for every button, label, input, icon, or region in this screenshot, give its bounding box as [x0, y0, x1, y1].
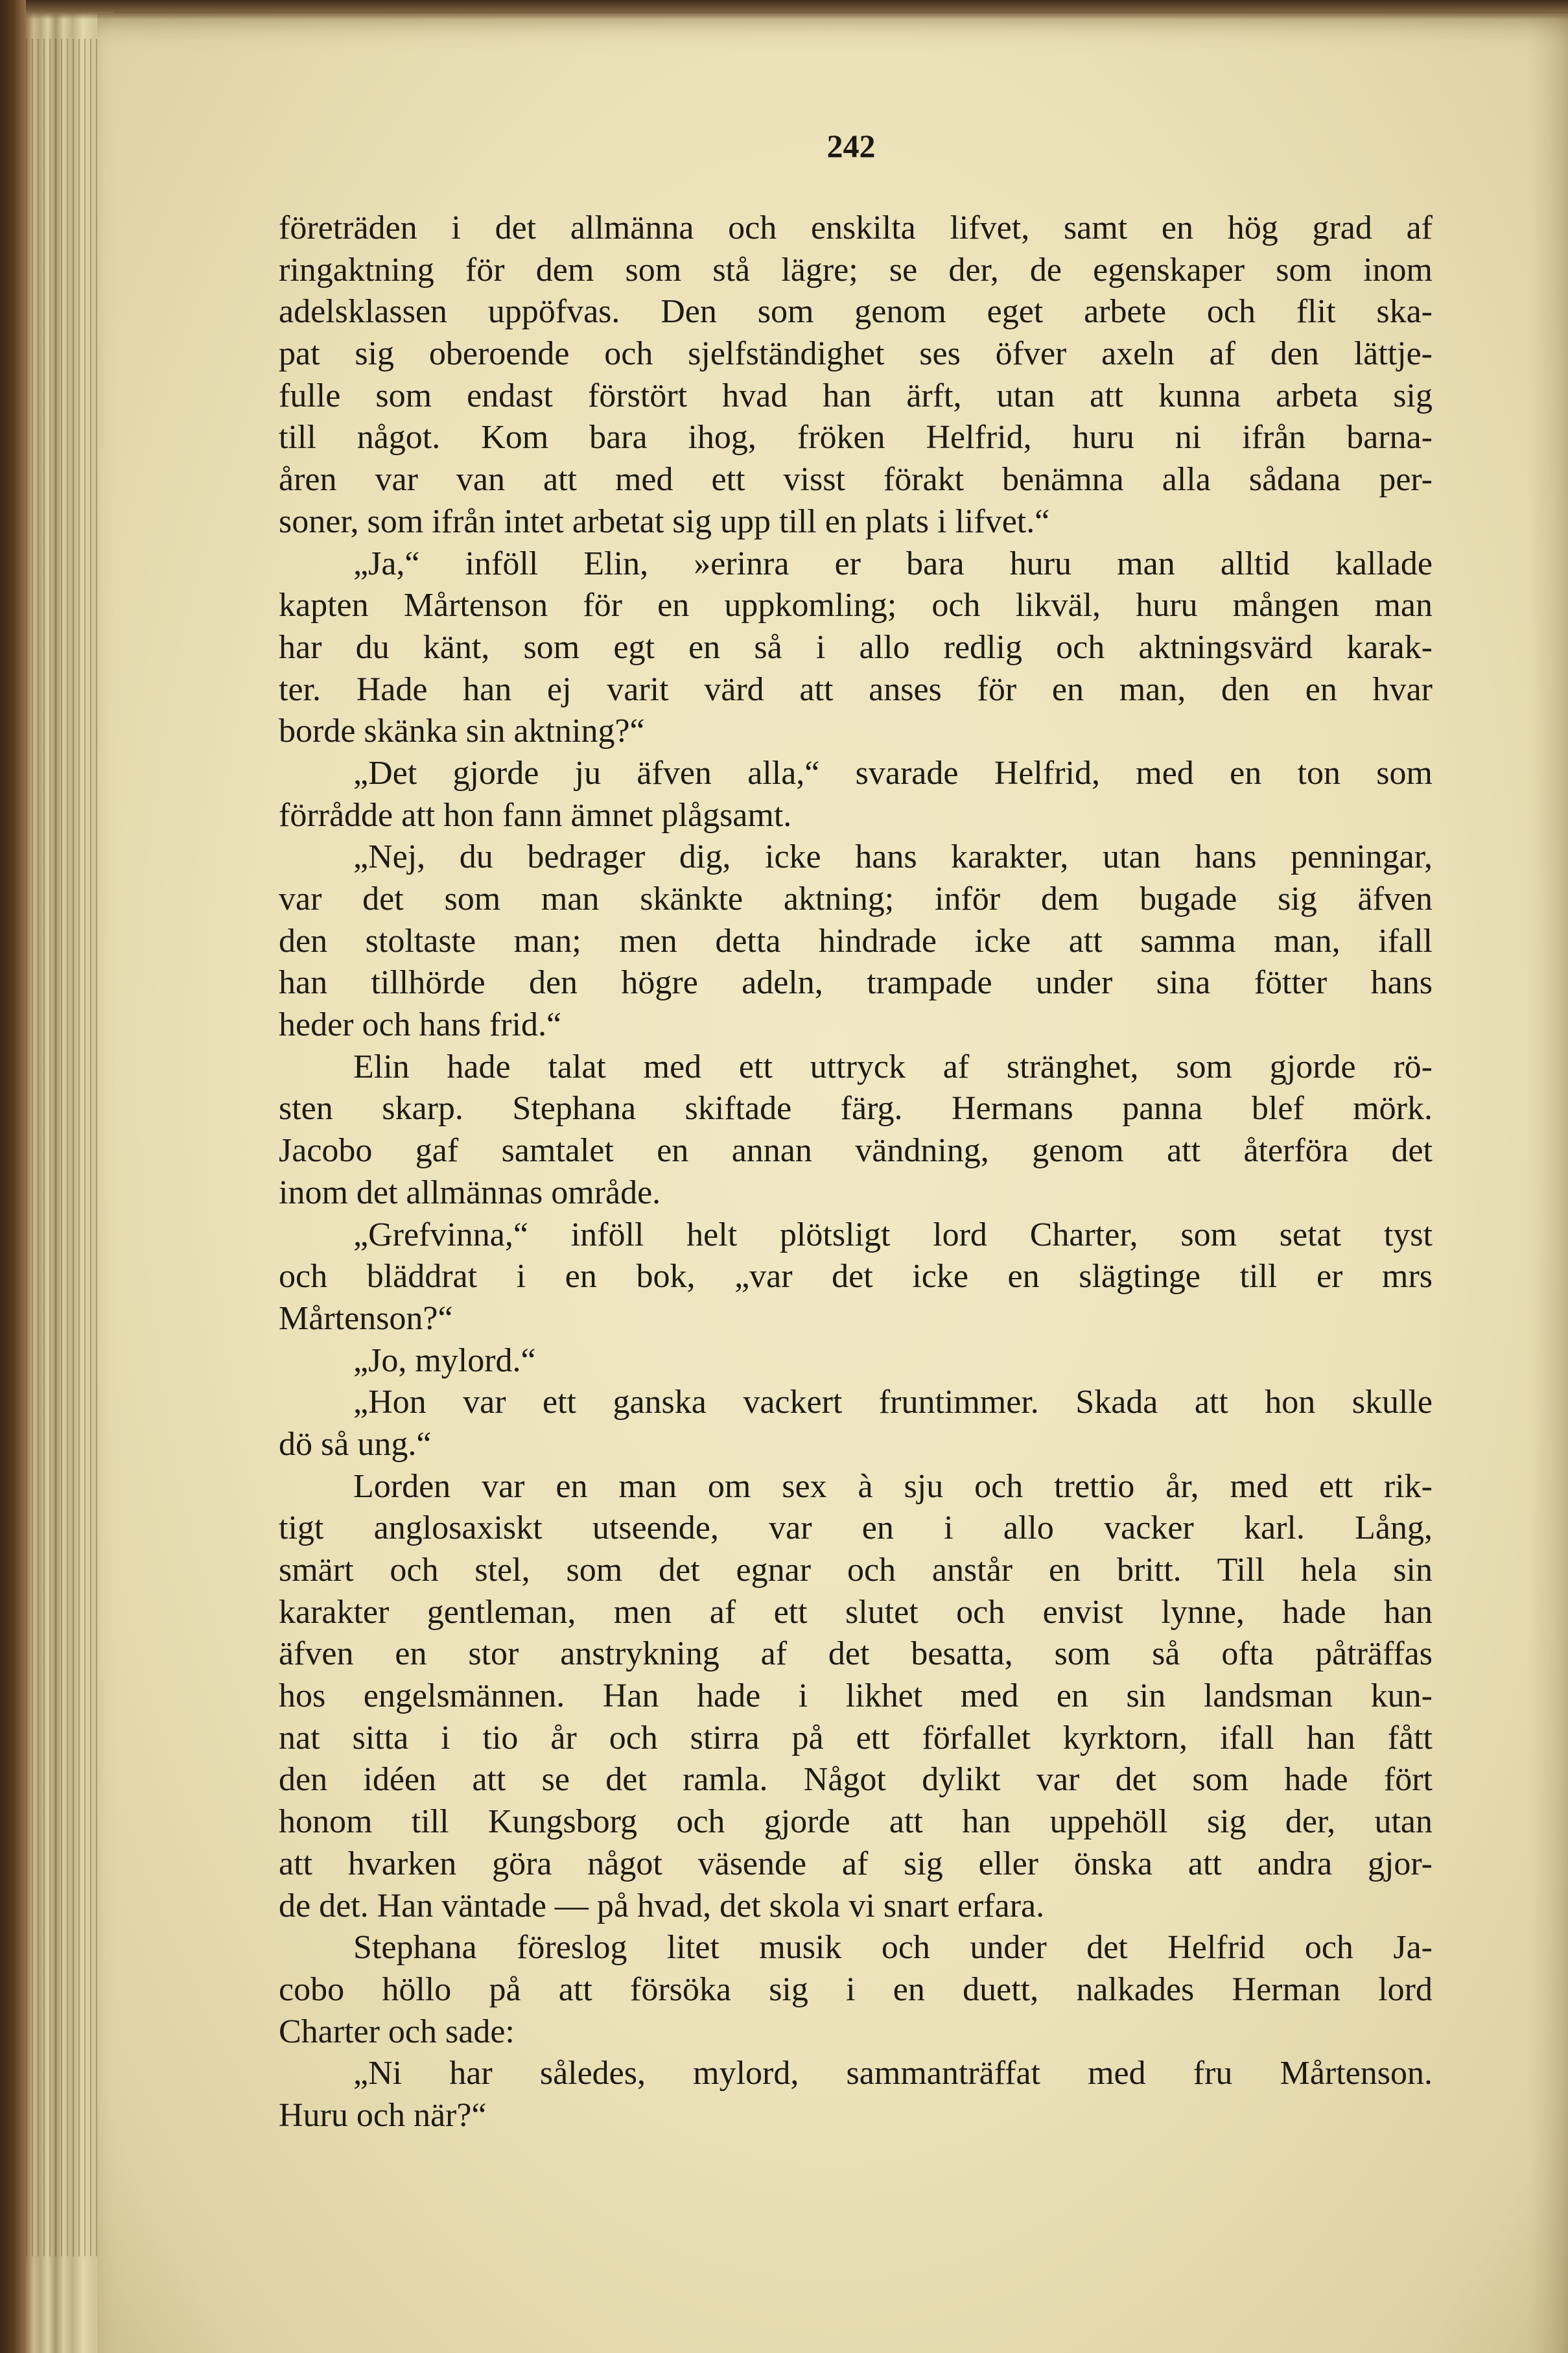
text-line: kapten Mårtenson för en uppkomling; och likväl, huru mången man	[279, 587, 1433, 624]
text-line: „Grefvinna,“ inföll helt plötsligt lord Charter, som setat tyst	[353, 1216, 1433, 1253]
text-line: cobo höllo på att försöka sig i en duett, nalkades Herman lord	[279, 1970, 1433, 2008]
text-line: Stephana föreslog litet musik och under det Helfrid och Ja-	[353, 1929, 1433, 1967]
text-line: sten skarp. Stephana skiftade färg. Hermans panna blef mörk.	[279, 1090, 1433, 1128]
text-line: han tillhörde den högre adeln, trampade under sina fötter hans	[279, 964, 1433, 1002]
text-line: karakter gentleman, men af ett slutet och envist lynne, hade han	[279, 1593, 1433, 1631]
text-line: den stoltaste man; men detta hindrade icke att samma man, ifall	[279, 922, 1433, 960]
text-line: adelsklassen uppöfvas. Den som genom eget arbete och flit ska-	[279, 293, 1433, 331]
text-line: äfven en stor anstrykning af det besatta, som så ofta påträffas	[279, 1635, 1433, 1673]
text-line: „Jo, mylord.“	[353, 1342, 536, 1379]
text-line: „Ja,“ inföll Elin, »erinra er bara huru man alltid kallade	[353, 545, 1433, 582]
text-line: soner, som ifrån intet arbetat sig upp till en plats i lifvet.“	[279, 503, 1050, 540]
text-line: nat sitta i tio år och stirra på ett förfallet kyrktorn, ifall han fått	[279, 1719, 1433, 1756]
text-line: åren var van att med ett visst förakt benämna alla sådana per-	[279, 461, 1433, 499]
text-line: Elin hade talat med ett uttryck af stränghet, som gjorde rö-	[353, 1048, 1433, 1085]
text-line: fulle som endast förstört hvad han ärft, utan att kunna arbeta sig	[279, 377, 1433, 414]
text-line: och bläddrat i en bok, „var det icke en slägtinge till er mrs	[279, 1258, 1433, 1295]
body-text	[279, 207, 1433, 2137]
text-line: hos engelsmännen. Han hade i likhet med en sin landsman kun-	[279, 1677, 1433, 1715]
text-line: borde skänka sin aktning?“	[279, 713, 645, 750]
text-line: „Hon var ett ganska vackert fruntimmer. Skada att hon skulle	[353, 1384, 1433, 1421]
text-line: pat sig oberoende och sjelfständighet ses öfver axeln af den lättje-	[279, 335, 1433, 373]
text-line: ringaktning för dem som stå lägre; se der, de egenskaper som inom	[279, 251, 1433, 289]
text-line: den idéen att se det ramla. Något dylikt var det som hade fört	[279, 1761, 1433, 1799]
text-line: smärt och stel, som det egnar och anstår en britt. Till hela sin	[279, 1552, 1433, 1589]
text-line: Charter och sade:	[279, 2013, 515, 2050]
text-line: Jacobo gaf samtalet en annan vändning, genom att återföra det	[279, 1132, 1433, 1170]
page-number: 242	[826, 128, 876, 164]
text-line: har du känt, som egt en så i allo redlig och aktningsvärd karak-	[279, 628, 1433, 666]
text-line: företräden i det allmänna och enskilta lifvet, samt en hög grad af	[279, 209, 1433, 246]
text-line: dö så ung.“	[279, 1425, 432, 1463]
text-line: „Nej, du bedrager dig, icke hans karakter, utan hans penningar,	[353, 838, 1433, 876]
text-line: till något. Kom bara ihog, fröken Helfrid, huru ni ifrån barna-	[279, 419, 1433, 456]
text-line: tigt anglosaxiskt utseende, var en i allo vacker karl. Lång,	[279, 1509, 1433, 1547]
text-line: de det. Han väntade — på hvad, det skola vi snart erfara.	[279, 1887, 1045, 1924]
text-line: förrådde att hon fann ämnet plågsamt.	[279, 796, 792, 834]
text-line: Mårtenson?“	[279, 1299, 453, 1337]
page-top-edge	[26, 0, 1568, 19]
text-line: honom till Kungsborg och gjorde att han uppehöll sig der, utan	[279, 1803, 1433, 1841]
page-right-shadow	[1529, 13, 1568, 2353]
text-line: att hvarken göra något väsende af sig eller önska att andra gjor-	[279, 1845, 1433, 1882]
text-line: „Ni har således, mylord, sammanträffat med fru Mårtenson.	[353, 2055, 1433, 2092]
text-line: Huru och när?“	[279, 2096, 487, 2134]
text-line: „Det gjorde ju äfven alla,“ svarade Helfrid, med en ton som	[353, 754, 1433, 792]
text-line: Lorden var en man om sex à sju och trettio år, med ett rik-	[353, 1467, 1433, 1505]
text-line: inom det allmännas område.	[279, 1174, 661, 1211]
text-line: ter. Hade han ej varit värd att anses för en man, den en hvar	[279, 670, 1433, 708]
text-line: var det som man skänkte aktning; inför dem bugade sig äfven	[279, 881, 1433, 917]
text-line: heder och hans frid.“	[279, 1006, 562, 1044]
